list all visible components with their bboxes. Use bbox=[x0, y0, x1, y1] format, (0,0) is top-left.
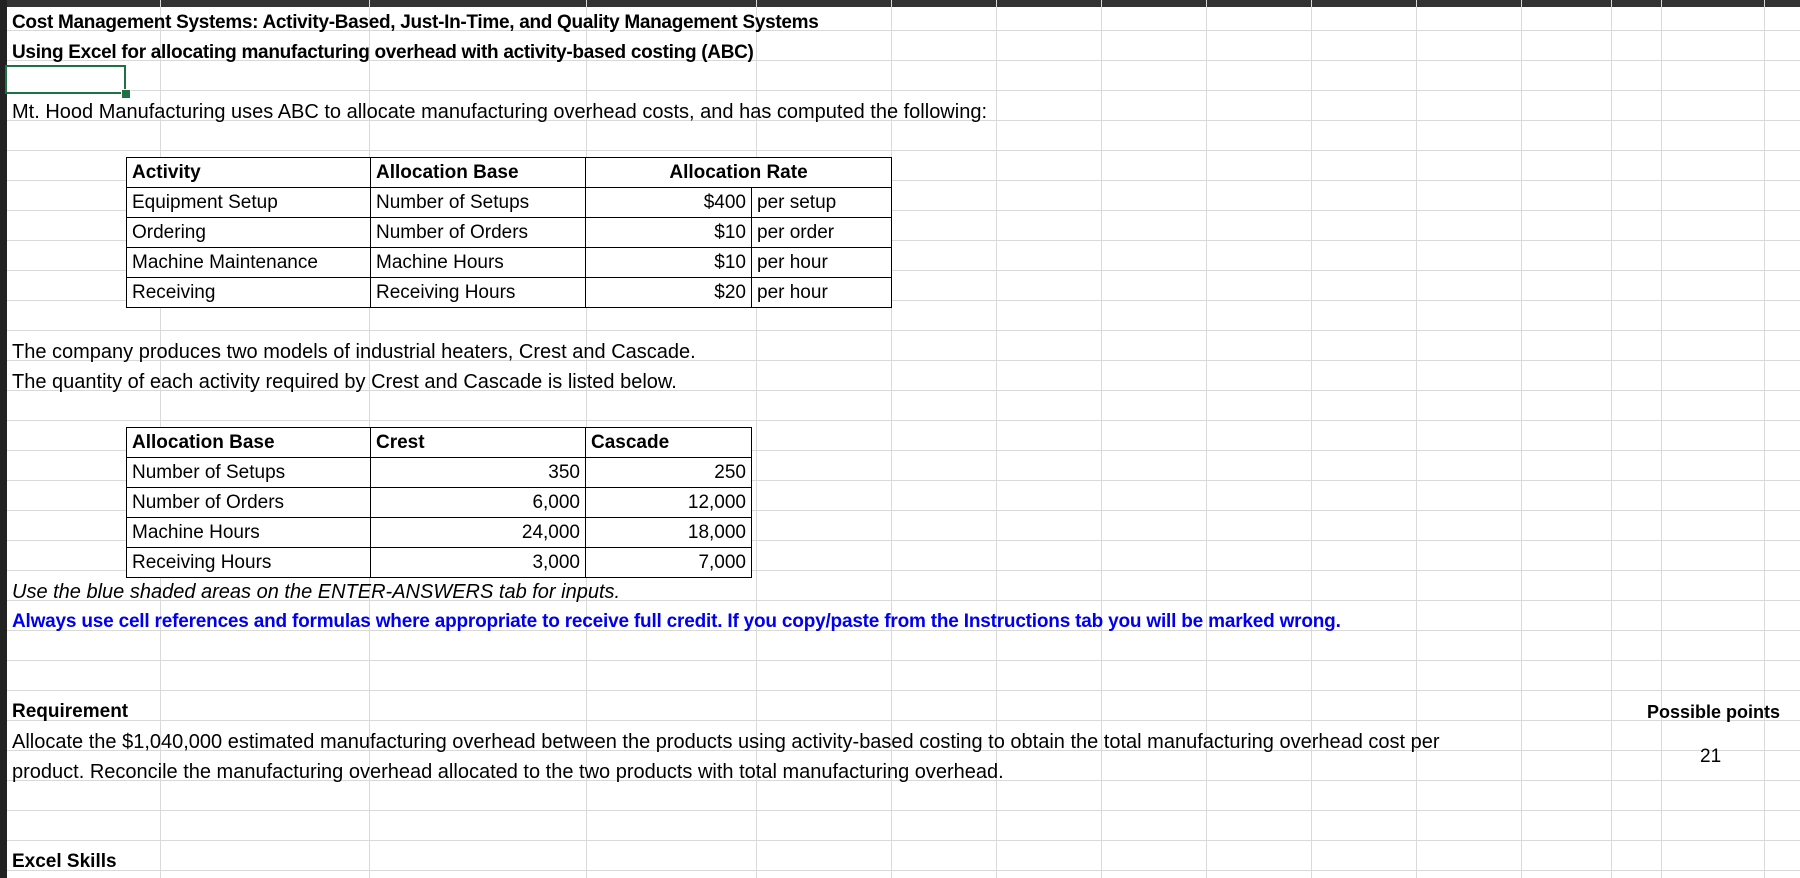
table-row bbox=[127, 548, 752, 578]
unit-cell[interactable]: per hour bbox=[752, 278, 892, 308]
base-cell[interactable]: Receiving Hours bbox=[371, 278, 586, 308]
window-top-edge bbox=[0, 0, 1800, 7]
products-text-line2: The quantity of each activity required by Crest and Cascade is listed below. bbox=[12, 371, 677, 393]
crest-cell[interactable]: 24,000 bbox=[371, 518, 586, 548]
base-cell[interactable]: Number of Orders bbox=[371, 218, 586, 248]
cascade-cell[interactable]: 12,000 bbox=[586, 488, 752, 518]
table-row bbox=[127, 518, 752, 548]
column-gridline bbox=[1611, 0, 1612, 878]
base-cell[interactable]: Number of Setups bbox=[127, 458, 371, 488]
allocation-rate-table bbox=[126, 157, 892, 308]
header-allocation-base: Allocation Base bbox=[127, 428, 371, 458]
table-row bbox=[127, 278, 892, 308]
header-activity: Activity bbox=[127, 158, 371, 188]
table-row bbox=[127, 248, 892, 278]
base-cell[interactable]: Receiving Hours bbox=[127, 548, 371, 578]
column-gridline bbox=[1764, 0, 1765, 878]
rate-cell[interactable]: $400 bbox=[586, 188, 752, 218]
column-gridline bbox=[1661, 0, 1662, 878]
table-row bbox=[127, 488, 752, 518]
excel-skills-label: Excel Skills bbox=[12, 851, 117, 872]
table-row bbox=[127, 218, 892, 248]
sheet-subtitle: Using Excel for allocating manufacturing overhead with activity-based costing (ABC) bbox=[12, 42, 754, 63]
column-gridline bbox=[1521, 0, 1522, 878]
table-header-row bbox=[127, 158, 892, 188]
header-allocation-rate: Allocation Rate bbox=[586, 158, 892, 188]
sheet-title: Cost Management Systems: Activity-Based, Just-In-Time, and Quality Management Systems bbox=[12, 12, 819, 33]
intro-text: Mt. Hood Manufacturing uses ABC to allocate manufacturing overhead costs, and has computed the following: bbox=[12, 101, 987, 123]
selected-cell[interactable] bbox=[5, 65, 126, 94]
possible-points-label: Possible points bbox=[1647, 702, 1781, 722]
requirement-text-line1: Allocate the $1,040,000 estimated manufacturing overhead between the products using activity-based costing to obtain the total manufacturing overhead cost per bbox=[12, 731, 1440, 753]
base-cell[interactable]: Number of Orders bbox=[127, 488, 371, 518]
activity-cell[interactable]: Equipment Setup bbox=[127, 188, 371, 218]
crest-cell[interactable]: 6,000 bbox=[371, 488, 586, 518]
possible-points-value[interactable]: 21 bbox=[1700, 746, 1722, 767]
rate-cell[interactable]: $10 bbox=[586, 218, 752, 248]
rate-cell[interactable]: $10 bbox=[586, 248, 752, 278]
rate-cell[interactable]: $20 bbox=[586, 278, 752, 308]
base-cell[interactable]: Machine Hours bbox=[371, 248, 586, 278]
activity-quantity-table bbox=[126, 427, 752, 578]
cascade-cell[interactable]: 18,000 bbox=[586, 518, 752, 548]
requirement-label: Requirement bbox=[12, 701, 129, 722]
requirement-text-line2: product. Reconcile the manufacturing overhead allocated to the two products with total manufacturing overhead. bbox=[12, 761, 1004, 783]
credit-warning: Always use cell references and formulas where appropriate to receive full credit. If you copy/paste from the Instructions tab you will be marked wrong. bbox=[12, 611, 1341, 632]
base-cell[interactable]: Number of Setups bbox=[371, 188, 586, 218]
table-header-row bbox=[127, 428, 752, 458]
header-crest: Crest bbox=[371, 428, 586, 458]
header-cascade: Cascade bbox=[586, 428, 752, 458]
crest-cell[interactable]: 3,000 bbox=[371, 548, 586, 578]
cascade-cell[interactable]: 250 bbox=[586, 458, 752, 488]
base-cell[interactable]: Machine Hours bbox=[127, 518, 371, 548]
activity-cell[interactable]: Machine Maintenance bbox=[127, 248, 371, 278]
input-instruction: Use the blue shaded areas on the ENTER-ANSWERS tab for inputs. bbox=[12, 581, 621, 603]
products-text-line1: The company produces two models of industrial heaters, Crest and Cascade. bbox=[12, 341, 696, 363]
crest-cell[interactable]: 350 bbox=[371, 458, 586, 488]
unit-cell[interactable]: per hour bbox=[752, 248, 892, 278]
header-allocation-base: Allocation Base bbox=[371, 158, 586, 188]
table-row bbox=[127, 458, 752, 488]
cascade-cell[interactable]: 7,000 bbox=[586, 548, 752, 578]
window-left-edge bbox=[0, 0, 7, 878]
table-row bbox=[127, 188, 892, 218]
activity-cell[interactable]: Ordering bbox=[127, 218, 371, 248]
unit-cell[interactable]: per setup bbox=[752, 188, 892, 218]
activity-cell[interactable]: Receiving bbox=[127, 278, 371, 308]
unit-cell[interactable]: per order bbox=[752, 218, 892, 248]
